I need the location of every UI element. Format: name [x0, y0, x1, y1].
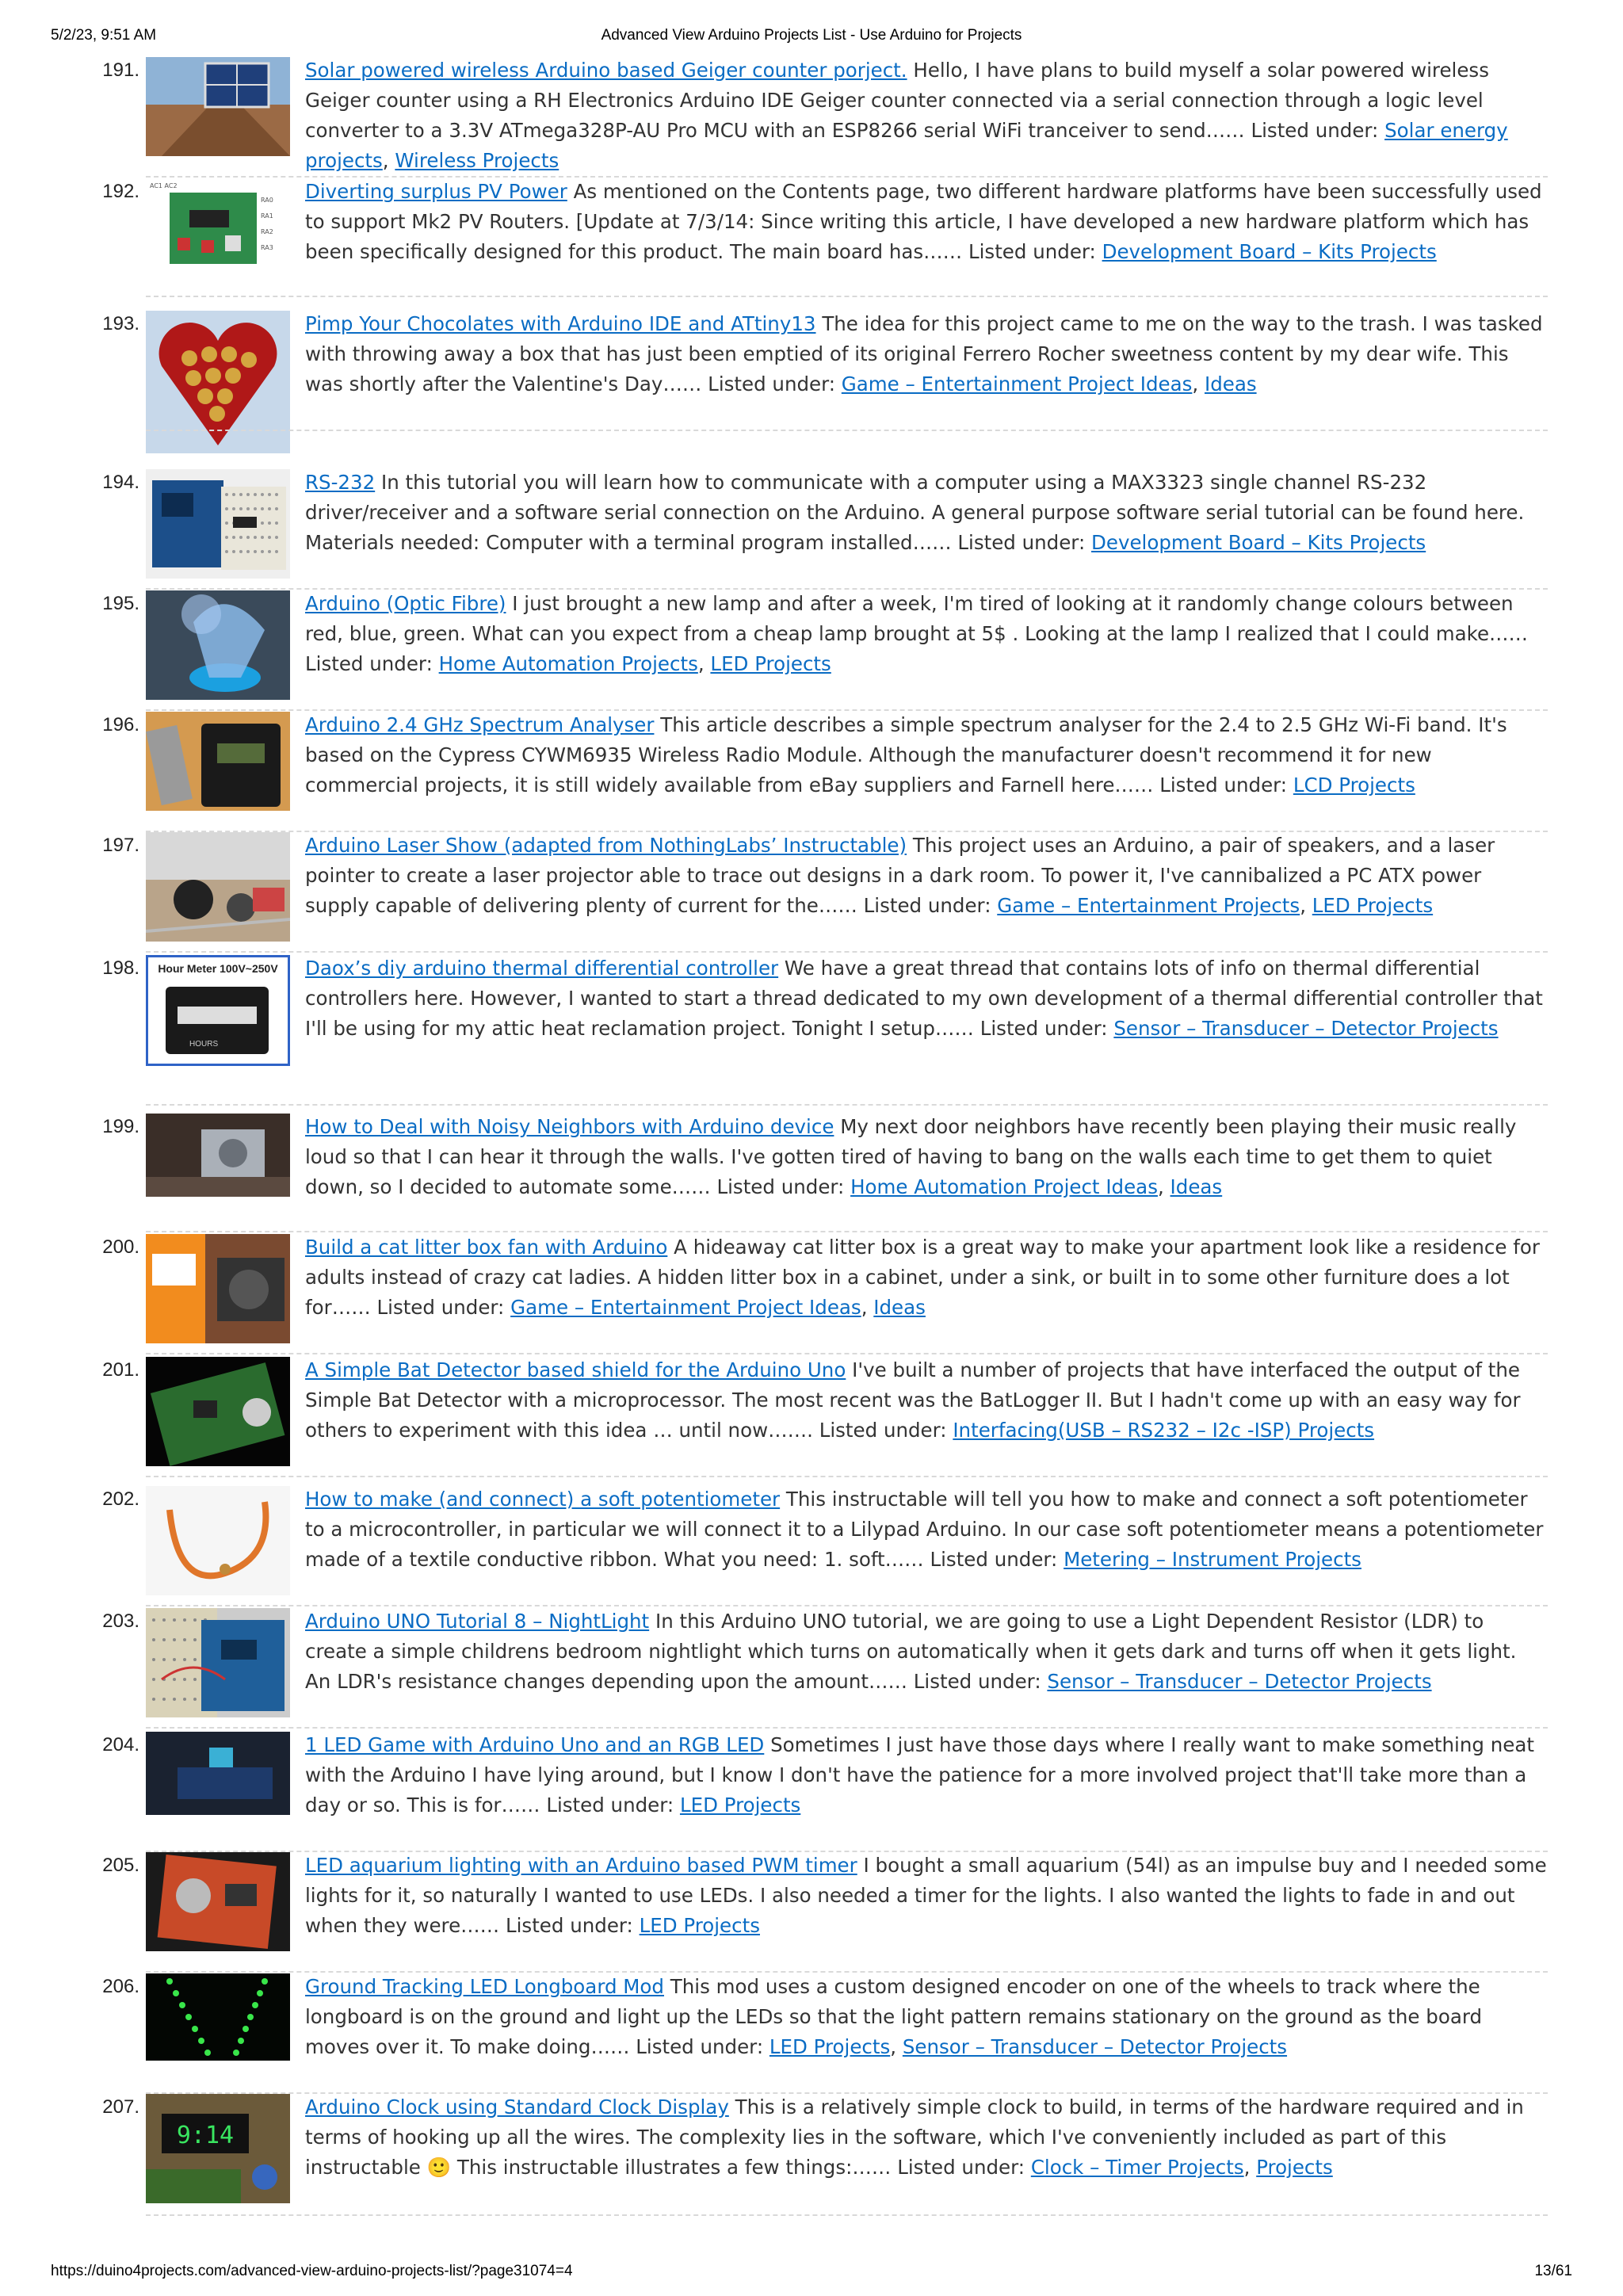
svg-text:HOURS: HOURS — [189, 1040, 219, 1049]
listed-under-label: Listed under: — [957, 531, 1086, 554]
project-description: This instructable will tell you how to make and connect a soft potentiometer to a microcontroller, in particular we will connect it to a Lilypad Arduino. In our case soft potentiometer means a potentiometer made of a textile conductive ribbon. What you need: 1. soft…… — [305, 1488, 1544, 1571]
category-link[interactable]: Development Board – Kits Projects — [1091, 531, 1426, 554]
item-body — [305, 953, 1548, 1044]
category-link[interactable]: Sensor – Transducer – Detector Projects — [902, 2035, 1288, 2058]
category-link[interactable]: Sensor – Transducer – Detector Projects — [1047, 1670, 1432, 1693]
item-body: Arduino (Optic Fibre) I just brought a new lamp and after a week, I'm tired of looking at it randomly change colours between red, blue, green. What can you expect from a cheap lamp brought at 5$ . Looking at the lamp I realized that I could make…… Listed under: Home Automation Projects, LED Projects — [305, 592, 1529, 675]
project-title-link[interactable]: Arduino 2.4 GHz Spectrum Analyser — [305, 713, 655, 736]
item-separator — [146, 1476, 1548, 1477]
item-number: 195. — [102, 593, 139, 614]
project-title-link[interactable]: How to Deal with Noisy Neighbors with Arduino device — [305, 1115, 834, 1138]
project-title-link[interactable]: Arduino Laser Show (adapted from NothingLabs’ Instructable) — [305, 834, 907, 857]
item-separator — [146, 951, 1548, 953]
category-link[interactable]: Game – Entertainment Projects — [997, 894, 1300, 917]
project-title-link[interactable]: Arduino Clock using Standard Clock Display — [305, 2095, 729, 2118]
category-link[interactable]: Home Automation Project Ideas — [850, 1175, 1158, 1198]
listed-under-label: Listed under: — [1159, 774, 1288, 797]
project-description: In this Arduino UNO tutorial, we are going to use a Light Dependent Resistor (LDR) to create a simple childrens bedroom nightlight which turns on automatically when it gets dark and turns off when it gets light. An LDR's resistance changes depending upon the amount…… — [305, 1610, 1517, 1693]
project-thumbnail[interactable] — [146, 832, 290, 942]
project-title-link[interactable]: Solar powered wireless Arduino based Geiger counter porject. — [305, 59, 907, 82]
thumb-hour-meter-label: Hour Meter 100V~250V — [158, 962, 278, 975]
item-body — [305, 1730, 1548, 1820]
listed-under-label: Listed under: — [913, 1670, 1041, 1693]
project-thumbnail[interactable] — [146, 1357, 290, 1466]
listed-under-label: Listed under: — [636, 2035, 764, 2058]
item-number: 191. — [102, 59, 139, 81]
item-separator — [146, 1104, 1548, 1106]
svg-text:RA1: RA1 — [261, 212, 273, 220]
item-number: 201. — [102, 1359, 139, 1381]
item-body — [305, 1355, 1548, 1446]
item-separator — [146, 296, 1548, 297]
item-body — [305, 1484, 1548, 1575]
category-link[interactable]: LED Projects — [710, 652, 831, 675]
listed-under-label: Listed under: — [980, 1017, 1108, 1040]
print-title: Advanced View Arduino Projects List - Use Arduino for Projects — [601, 27, 1022, 44]
listed-under-label: Listed under: — [863, 894, 991, 917]
project-title-link[interactable]: Pimp Your Chocolates with Arduino IDE and ATtiny13 — [305, 312, 816, 335]
item-body: Arduino Laser Show (adapted from NothingLabs’ Instructable) This project uses an Arduino, a pair of speakers, and a laser pointer to create a laser projector able to trace out designs in a dark room. To power it, I've cannibalized a PC ATX power supply capable of delivering plenty of current for the…… Listed under: Game – Entertainment Projects, LED Projects — [305, 834, 1495, 917]
project-title-link[interactable]: How to make (and connect) a soft potentiometer — [305, 1488, 781, 1511]
item-separator — [146, 1353, 1548, 1354]
item-number: 198. — [102, 957, 139, 979]
svg-text:RA2: RA2 — [261, 228, 273, 235]
category-link[interactable]: Projects — [1256, 2156, 1333, 2179]
project-thumbnail[interactable] — [146, 1234, 290, 1343]
item-body — [305, 468, 1548, 558]
item-number: 203. — [102, 1610, 139, 1632]
item-number: 193. — [102, 313, 139, 334]
listed-under-label: Listed under: — [546, 1794, 674, 1817]
item-number: 207. — [102, 2096, 139, 2118]
item-number: 192. — [102, 181, 139, 202]
project-description: I bought a small aquarium (54l) as an impulse buy and I needed some lights for it, so naturally I wanted to use LEDs. I also needed a timer for the lights. I also wanted the lights to fade in and out when they were…… — [305, 1854, 1547, 1937]
item-body: Build a cat litter box fan with Arduino A hideaway cat litter box is a great way to make your apartment look like a residence for adults instead of crazy cat ladies. A hidden litter box in a cabinet, under a sink, or built in to some other furniture does a lot for…… Listed under: Game – Entertainment Project Ideas, Ideas — [305, 1236, 1540, 1319]
category-link[interactable]: Wireless Projects — [395, 149, 559, 172]
project-title-link[interactable]: RS-232 — [305, 471, 376, 494]
listed-under-label: Listed under: — [376, 1296, 505, 1319]
project-title-link[interactable]: Ground Tracking LED Longboard Mod — [305, 1975, 664, 1998]
item-number: 202. — [102, 1488, 139, 1510]
item-separator — [146, 2214, 1548, 2216]
item-body — [305, 1606, 1548, 1697]
category-link[interactable]: LED Projects — [769, 2035, 891, 2058]
category-link[interactable]: Ideas — [1170, 1175, 1223, 1198]
category-link[interactable]: LCD Projects — [1293, 774, 1415, 797]
listed-under-label: Listed under: — [708, 372, 835, 395]
project-title-link[interactable]: Build a cat litter box fan with Arduino — [305, 1236, 668, 1259]
project-thumbnail[interactable] — [146, 57, 290, 156]
project-thumbnail[interactable] — [146, 178, 290, 288]
category-link[interactable]: Game – Entertainment Project Ideas — [841, 372, 1193, 395]
project-thumbnail[interactable] — [146, 1486, 290, 1595]
project-description: We have a great thread that contains lots of info on thermal differential controllers here. However, I wanted to start a thread dedicated to my own development of a thermal differential controller that I'll be using for my attic heat reclamation project. Tonight I setup…… — [305, 957, 1543, 1040]
svg-text:RA0: RA0 — [261, 197, 273, 204]
project-title-link[interactable]: Diverting surplus PV Power — [305, 180, 567, 203]
item-number: 200. — [102, 1236, 139, 1258]
project-thumbnail[interactable] — [146, 590, 290, 700]
category-link[interactable]: Solar energy projects — [305, 119, 1508, 172]
item-body: Arduino Clock using Standard Clock Display This is a relatively simple clock to build, in terms of the hardware required and in terms of hooking up all the wires. The complexity lies in the software, which I've conveniently included as part of this instructable 🙂 This instructable illustrates a few things:…… Listed under: Clock – Timer Projects, Projects — [305, 2095, 1524, 2179]
project-title-link[interactable]: 1 LED Game with Arduino Uno and an RGB LED — [305, 1733, 765, 1756]
item-body: Solar powered wireless Arduino based Geiger counter porject. Hello, I have plans to build myself a solar powered wireless Geiger counter using a RH Electronics Arduino IDE Geiger counter connected via a serial connection through a logic level converter to a 3.3V ATmega328P-AU Pro MCU with an ESP8266 serial WiFi tranceiver to send…… Listed under: Solar energy projects, Wireless Projects — [305, 59, 1508, 172]
listed-under-label: Listed under: — [930, 1548, 1058, 1571]
project-description: The idea for this project came to me on the way to the trash. I was tasked with throwing away a box that has just been emptied of its original Ferrero Rocher sweetness content by my dear wife. This was shortly after the Valentine's Day…… — [305, 312, 1543, 395]
item-body — [305, 710, 1548, 800]
category-link[interactable]: LED Projects — [639, 1914, 760, 1937]
project-thumbnail[interactable] — [146, 311, 290, 453]
listed-under-label: Listed under: — [716, 1175, 845, 1198]
category-link[interactable]: Development Board – Kits Projects — [1102, 240, 1437, 263]
category-link[interactable]: Game – Entertainment Project Ideas — [510, 1296, 861, 1319]
item-body — [305, 1851, 1548, 1941]
item-number: 206. — [102, 1976, 139, 1997]
project-description: In this tutorial you will learn how to communicate with a computer using a MAX3323 single channel RS-232 driver/receiver and a software serial connection on the Arduino. A general purpose software serial tutorial can be found here. Materials needed: Computer with a terminal program installed…… — [305, 471, 1525, 554]
project-description: I've built a number of projects that have interfaced the output of the Simple Bat Detector with a microprocessor. The most recent was the BatLogger II. But I hadn't come up with an easy way for others to experiment with this idea … until now……. — [305, 1358, 1521, 1442]
project-thumbnail[interactable] — [146, 1732, 290, 1815]
item-body: Ground Tracking LED Longboard Mod This mod uses a custom designed encoder on one of the wheels to track where the longboard is on the ground and light up the LEDs so that the light pattern remains stationary on the ground as the board moves over it. To make doing…… Listed under: LED Projects, Sensor – Transducer – Detector Projects — [305, 1975, 1483, 2058]
project-description: This article describes a simple spectrum analyser for the 2.4 to 2.5 GHz Wi-Fi band. It's based on the Cypress CYWM6935 Wireless Radio Module. Although the manufacturer doesn't recommend it for new commercial projects, it is still widely available from eBay suppliers and Farnell here…… — [305, 713, 1507, 797]
item-number: 204. — [102, 1734, 139, 1755]
project-description: This is a relatively simple clock to build, in terms of the hardware required and in terms of hooking up all the wires. The complexity lies in the software, which I've conveniently included as part of this instructable 🙂 This instructable illustrates a few things:…… — [305, 2095, 1524, 2179]
item-number: 194. — [102, 472, 139, 493]
item-number: 205. — [102, 1855, 139, 1876]
project-thumbnail[interactable] — [146, 469, 290, 579]
project-description: A hideaway cat litter box is a great way to make your apartment look like a residence for adults instead of crazy cat ladies. A hidden litter box in a cabinet, under a sink, or built in to some other furniture does a lot for…… — [305, 1236, 1540, 1319]
category-link[interactable]: LED Projects — [1312, 894, 1434, 917]
project-title-link[interactable]: LED aquarium lighting with an Arduino based PWM timer — [305, 1854, 857, 1877]
category-link[interactable]: Ideas — [1204, 372, 1257, 395]
listed-under-label: Listed under: — [968, 240, 1096, 263]
item-body: Pimp Your Chocolates with Arduino IDE and ATtiny13 The idea for this project came to me on the way to the trash. I was tasked with throwing away a box that has just been emptied of its original Ferrero Rocher sweetness content by my dear wife. This was shortly after the Valentine's Day…… Listed under: Game – Entertainment Project Ideas, Ideas — [305, 312, 1543, 395]
print-datetime: 5/2/23, 9:51 AM — [51, 27, 157, 44]
listed-under-label: Listed under: — [819, 1419, 947, 1442]
project-description: Hello, I have plans to build myself a solar powered wireless Geiger counter using a RH Electronics Arduino IDE Geiger counter connected via a serial connection through a logic level converter to a 3.3V ATmega328P-AU Pro MCU with an ESP8266 serial WiFi tranceiver to send…… — [305, 59, 1489, 142]
thumb-clock-display: 9:14 — [176, 2122, 235, 2149]
project-thumbnail[interactable] — [146, 1114, 290, 1197]
project-thumbnail[interactable] — [146, 955, 290, 1066]
print-page-number: 13/61 — [1534, 2263, 1572, 2279]
project-description: I just brought a new lamp and after a week, I'm tired of looking at it randomly change colours between red, blue, green. What can you expect from a cheap lamp brought at 5$ . Looking at the lamp I realized that I could make…… — [305, 592, 1529, 645]
listed-under-label: Listed under: — [505, 1914, 633, 1937]
project-title-link[interactable]: Daox’s diy arduino thermal differential controller — [305, 957, 779, 980]
item-number: 197. — [102, 835, 139, 856]
print-url: https://duino4projects.com/advanced-view-arduino-projects-list/?page31074=4 — [51, 2263, 573, 2279]
category-link[interactable]: Ideas — [873, 1296, 926, 1319]
item-body — [305, 177, 1548, 267]
item-body: How to Deal with Noisy Neighbors with Arduino device My next door neighbors have recently been playing their music really loud so that I can hear it through the walls. I've gotten tired of having to bang on the walls each time to get them to quiet down, so I decided to automate some…… Listed under: Home Automation Project Ideas, Ideas — [305, 1115, 1517, 1198]
category-link[interactable]: LED Projects — [679, 1794, 801, 1817]
listed-under-label: Listed under: — [305, 652, 433, 675]
svg-text:RA3: RA3 — [261, 244, 273, 251]
category-link[interactable]: Clock – Timer Projects — [1030, 2156, 1244, 2179]
category-link[interactable]: Sensor – Transducer – Detector Projects — [1113, 1017, 1499, 1040]
svg-text:AC1 AC2: AC1 AC2 — [150, 182, 178, 189]
item-number: 196. — [102, 714, 139, 735]
project-description: Sometimes I just have those days where I really want to make something neat with the Arduino I have lying around, but I know I don't have the patience for a more involved project that'll take more than a day or so. This is for…… — [305, 1733, 1534, 1817]
item-separator — [146, 1727, 1548, 1729]
project-description: This project uses an Arduino, a pair of speakers, and a laser pointer to create a laser projector able to trace out designs in a dark room. To power it, I've cannibalized a PC ATX power supply capable of delivering plenty of current for the…… — [305, 834, 1495, 917]
project-description: My next door neighbors have recently been playing their music really loud so that I can hear it through the walls. I've gotten tired of having to bang on the walls each time to get them to quiet down, so I decided to automate some…… — [305, 1115, 1517, 1198]
project-title-link[interactable]: A Simple Bat Detector based shield for the Arduino Uno — [305, 1358, 846, 1381]
category-link[interactable]: Metering – Instrument Projects — [1064, 1548, 1361, 1571]
item-separator — [146, 430, 1548, 431]
project-thumbnail[interactable] — [146, 1852, 290, 1951]
project-thumbnail[interactable] — [146, 712, 290, 811]
project-title-link[interactable]: Arduino UNO Tutorial 8 – NightLight — [305, 1610, 650, 1633]
project-description: This mod uses a custom designed encoder on one of the wheels to track where the longboard is on the ground and light up the LEDs so that the light pattern remains stationary on the ground as the board moves over it. To make doing…… — [305, 1975, 1483, 2058]
listed-under-label: Listed under: — [1251, 119, 1379, 142]
project-thumbnail[interactable] — [146, 1608, 290, 1717]
project-title-link[interactable]: Arduino (Optic Fibre) — [305, 592, 506, 615]
project-description: As mentioned on the Contents page, two different hardware platforms have been successfully used to support Mk2 PV Routers. [Update at 7/3/14: Since writing this article, I have developed a new hardware platform which has been specifically designed for this product. The main board has…… — [305, 180, 1542, 263]
item-number: 199. — [102, 1116, 139, 1137]
category-link[interactable]: Home Automation Projects — [438, 652, 698, 675]
category-link[interactable]: Interfacing(USB – RS232 – I2c -ISP) Projects — [953, 1419, 1375, 1442]
listed-under-label: Listed under: — [897, 2156, 1025, 2179]
project-thumbnail[interactable] — [146, 2094, 290, 2203]
project-thumbnail[interactable] — [146, 1973, 290, 2061]
